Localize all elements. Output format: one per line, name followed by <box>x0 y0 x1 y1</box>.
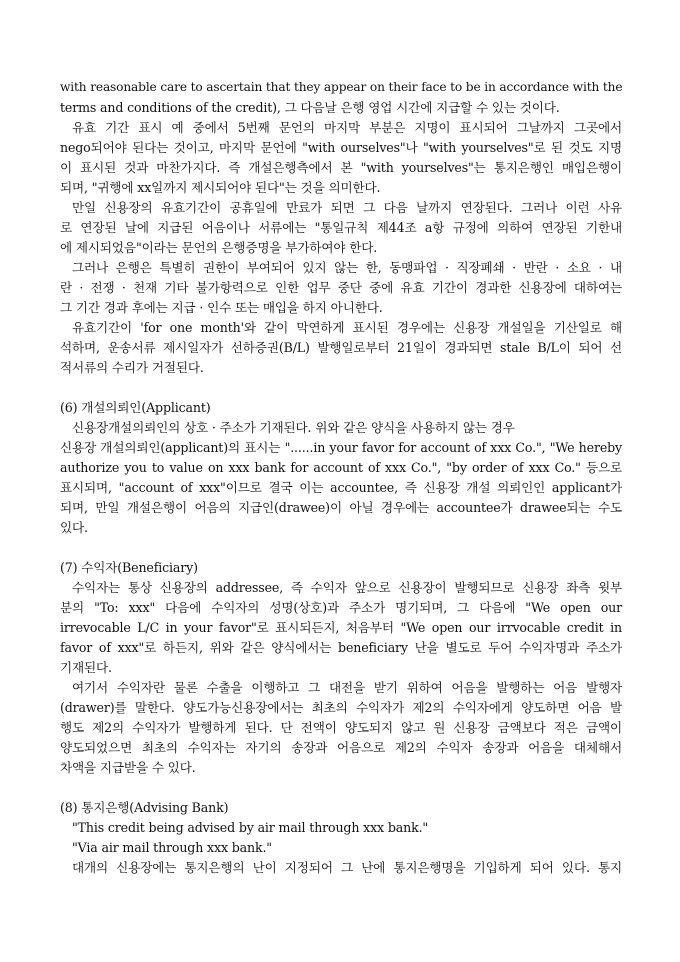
body-line: 그러나 은행은 특별히 권한이 부여되어 있지 않는 한, 동맹파업 · 직장폐쇄 · 반란 · 소요 · 내 <box>72 260 622 275</box>
body-line: 유효기간이 'for one month'와 같이 막연하게 표시된 경우에는 신용장 개설일을 기산일로 해 <box>72 320 622 335</box>
body-line: 만일 신용장의 유효기간이 공휴일에 만료가 되면 그 다음 날까지 연장된다. 그러나 이런 사유 <box>72 200 622 215</box>
body-line: 분의 "To: xxx" 다음에 수익자의 성명(상호)과 주소가 명기되며, 그 다음에 "We open our <box>60 600 622 615</box>
body-line: 신용장 개설의뢰인(applicant)의 표시는 "......in your favor for account of xxx Co.", "We hereby <box>60 440 622 455</box>
body-line: nego되어야 된다는 것이고, 마지막 문언에 "with ourselves"나 "with yourselves"로 된 것도 지명 <box>60 140 622 155</box>
body-line: 표시되며, "account of xxx"이므로 결국 이는 accountee, 즉 신용장 개설 의뢰인인 applicant가 <box>60 480 622 495</box>
body-line: terms and conditions of the credit), 그 다음날 은행 영업 시간에 지급할 수 있는 것이다. <box>60 100 560 115</box>
body-line: 여기서 수익자란 물론 수출을 이행하고 그 대전을 받기 위하여 어음을 발행하는 어음 발행자 <box>72 680 622 695</box>
body-line: 되며, 만일 개설은행이 어음의 지급인(drawee)이 아닐 경우에는 accountee가 drawee되는 수도 <box>60 500 622 515</box>
body-line: 되며, "귀행에 xx일까지 제시되어야 된다"는 것을 의미한다. <box>60 180 381 195</box>
body-line: 수익자는 통상 신용장의 addressee, 즉 수익자 앞으로 신용장이 발행되므로 신용장 좌측 윗부 <box>72 580 622 595</box>
body-line: 적서류의 수리가 거절된다. <box>60 360 204 375</box>
body-line: 행도 제2의 수익자가 발행하게 된다. 단 전액이 양도되지 않고 원 신용장 금액보다 적은 금액이 <box>60 720 622 735</box>
body-line: 신용장개설의뢰인의 상호 · 주소가 기재된다. 위와 같은 양식을 사용하지 않는 경우 <box>72 420 515 435</box>
body-line: 란 · 전쟁 · 천재 기타 불가항력으로 인한 업무 중단 중에 유효 기간이 경과한 신용장에 대하여는 <box>60 280 622 295</box>
body-line: authorize you to value on xxx bank for account of xxx Co.", "by order of xxx Co." 등으로 <box>60 460 622 475</box>
body-line: favor of xxx"로 하든지, 위와 같은 양식에서는 beneficiary 난을 별도로 두어 수익자명과 주소가 <box>60 640 622 655</box>
body-line: 석하며, 운송서류 제시일자가 선하증권(B/L) 발행일로부터 21일이 경과되면 stale B/L이 되어 선 <box>60 340 622 355</box>
body-line: 있다. <box>60 520 88 535</box>
body-line: "This credit being advised by air mail through xxx bank." <box>72 820 429 835</box>
body-line: 로 연장된 날에 지급된 어음이나 서류에는 "통일규칙 제44조 a항 규정에 의하여 연장된 기한내 <box>60 220 622 235</box>
body-line: 에 제시되었음"이라는 문언의 은행증명을 부가하여야 한다. <box>60 240 378 255</box>
body-line: 기재된다. <box>60 660 112 675</box>
section-heading-advising-bank: (8) 통지은행(Advising Bank) <box>60 800 229 815</box>
body-line: 이 표시된 것과 마찬가지다. 즉 개설은행측에서 본 "with yourselves"는 통지은행인 매입은행이 <box>60 160 622 175</box>
body-line: 그 기간 경과 후에는 지급 · 인수 또는 매입을 하지 아니한다. <box>60 300 383 315</box>
body-line: 유효 기간 표시 예 중에서 5번째 문언의 마지막 부분은 지명이 표시되어 그날까지 그곳에서 <box>72 120 622 135</box>
section-heading-beneficiary: (7) 수익자(Beneficiary) <box>60 560 198 575</box>
body-line: (drawer)를 말한다. 양도가능신용장에서는 최초의 수익자가 제2의 수익자에게 양도하면 어음 발 <box>60 700 622 715</box>
body-line: with reasonable care to ascertain that they appear on their face to be in accordance with the <box>60 80 623 94</box>
body-line: irrevocable L/C in your favor"로 표시되든지, 처음부터 "We open our irrvocable credit in <box>60 620 622 635</box>
body-line: 차액을 지급받을 수 있다. <box>60 760 196 775</box>
section-heading-applicant: (6) 개설의뢰인(Applicant) <box>60 400 211 415</box>
body-line: 대개의 신용장에는 통지은행의 난이 지정되어 그 난에 통지은행명을 기입하게 되어 있다. 통지 <box>72 860 622 875</box>
body-line: "Via air mail through xxx bank." <box>72 840 272 855</box>
body-line: 양도되었으면 최초의 수익자는 자기의 송장과 어음으로 제2의 수익자 송장과 어음을 대체해서 <box>60 740 622 755</box>
